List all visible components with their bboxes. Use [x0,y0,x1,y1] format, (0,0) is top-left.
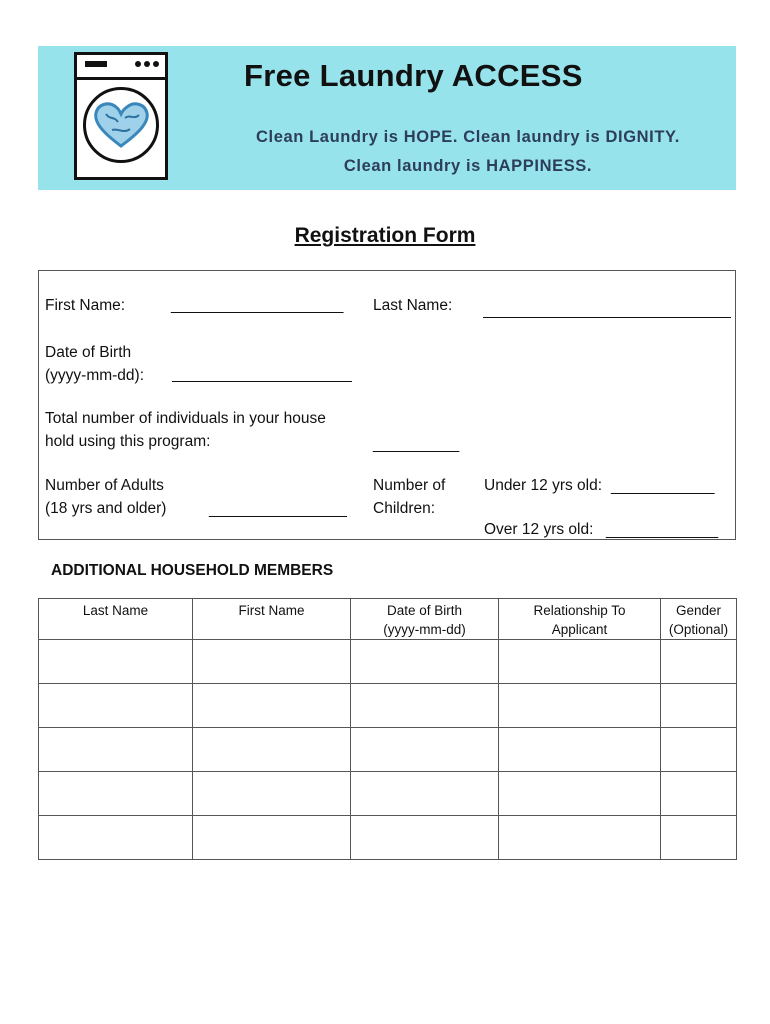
column-header-relationship: Relationship To Applicant [499,599,661,640]
table-cell[interactable] [39,640,193,684]
table-cell[interactable] [193,816,351,860]
children-label: Number of [373,477,446,494]
table-header-row [39,599,737,640]
table-cell[interactable] [351,640,499,684]
table-cell[interactable] [499,640,661,684]
column-header-gender: Gender (Optional) [661,599,737,640]
table-cell[interactable] [661,772,737,816]
table-cell[interactable] [39,684,193,728]
over12-label: Over 12 yrs old: [484,521,594,538]
table-row [39,772,737,816]
adults-label: Number of Adults [45,477,164,494]
table-row [39,728,737,772]
table-cell[interactable] [661,816,737,860]
washing-machine-heart-icon [74,52,168,180]
table-cell[interactable] [499,816,661,860]
form-title: Registration Form [294,224,476,247]
banner-tagline: Clean Laundry is HOPE. Clean laundry is DIGNITY. [256,128,680,146]
table-cell[interactable] [661,684,737,728]
table-cell[interactable] [499,728,661,772]
table-cell[interactable] [351,816,499,860]
table-cell[interactable] [351,684,499,728]
household-count-label: hold using this program: [45,433,211,450]
first-name-label: First Name: [45,297,126,314]
table-cell[interactable] [193,684,351,728]
table-cell[interactable] [193,772,351,816]
household-count-label: Total number of individuals in your house [45,410,326,427]
last-name-label: Last Name: [373,297,453,314]
table-cell[interactable] [193,640,351,684]
first-name-field[interactable]: ____________________ [171,297,344,314]
over12-field[interactable]: _____________ [606,522,719,539]
table-cell[interactable] [499,772,661,816]
dob-label: (yyyy-mm-dd): [45,367,145,384]
table-cell[interactable] [661,640,737,684]
children-label: Children: [373,500,436,517]
table-cell[interactable] [39,728,193,772]
table-cell[interactable] [39,816,193,860]
column-header-dob: Date of Birth (yyyy-mm-dd) [351,599,499,640]
dob-field[interactable] [172,381,352,382]
household-count-field[interactable]: __________ [373,436,460,453]
table-cell[interactable] [351,728,499,772]
under12-field[interactable]: ____________ [611,478,715,495]
banner-tagline: Clean laundry is HAPPINESS. [343,157,593,175]
table-row [39,816,737,860]
column-header-last-name: Last Name [39,599,193,640]
banner-title: Free Laundry ACCESS [244,58,583,93]
adults-label: (18 yrs and older) [45,500,167,517]
members-section-title: ADDITIONAL HOUSEHOLD MEMBERS [51,562,334,579]
household-members-table [38,598,737,860]
table-row [39,684,737,728]
table-cell[interactable] [193,728,351,772]
table-cell[interactable] [39,772,193,816]
last-name-field[interactable] [483,317,731,318]
registration-form [38,270,736,540]
header-banner [38,46,736,190]
adults-field[interactable]: ________________ [209,501,347,518]
table-row [39,640,737,684]
table-cell[interactable] [499,684,661,728]
column-header-first-name: First Name [193,599,351,640]
under12-label: Under 12 yrs old: [484,477,603,494]
table-cell[interactable] [661,728,737,772]
dob-label: Date of Birth [45,344,132,361]
table-cell[interactable] [351,772,499,816]
